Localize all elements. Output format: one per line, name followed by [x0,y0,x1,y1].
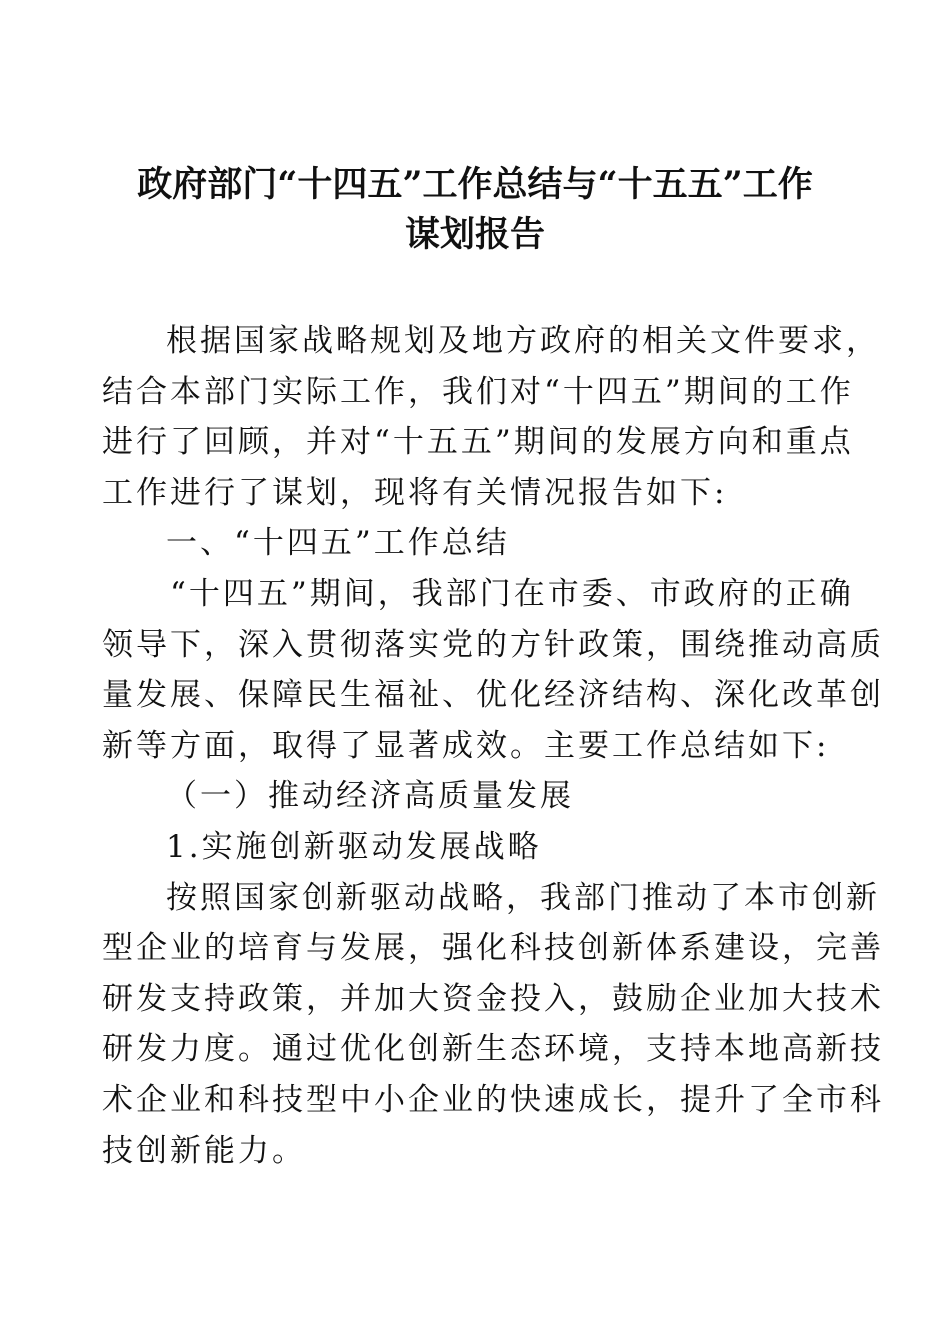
body-line: 根据国家战略规划及地方政府的相关文件要求， [166,323,880,359]
subsection-heading: （一）推动经济高质量发展 [166,778,574,815]
body-line: 按照国家创新驱动战略，我部门推动了本市创新 [166,879,880,916]
title-line-1: 政府部门“十四五”工作总结与“十五五”工作 [137,164,813,205]
body-line: 研发力度。通过优化创新生态环境，支持本地高新技 [102,1031,884,1068]
body-line: 技创新能力。 [102,1132,306,1169]
body-line: 研发支持政策，并加大资金投入，鼓励企业加大技术 [102,980,884,1017]
body-line: “十四五”期间，我部门在市委、市政府的正确 [170,575,854,612]
document-title [80,160,870,260]
body-line: 量发展、保障民生福祉、优化经济结构、深化改革创 [102,677,884,714]
title-line-2: 谋划报告 [404,214,545,255]
body-line: 进行了回顾，并对“十五五”期间的发展方向和重点 [102,424,854,461]
section-heading: 一、“十四五”工作总结 [166,525,510,562]
body-line: 型企业的培育与发展，强化科技创新体系建设，完善 [102,930,884,967]
body-line: 新等方面，取得了显著成效。主要工作总结如下: [102,727,830,764]
body-line: 结合本部门实际工作，我们对“十四五”期间的工作 [102,373,854,410]
body-line: 工作进行了谋划，现将有关情况报告如下: [102,474,728,511]
body-line: 术企业和科技型中小企业的快速成长，提升了全市科 [102,1081,884,1118]
item-heading: 1.实施创新驱动发展战略 [166,828,542,865]
document-body [102,316,884,1176]
body-line: 领导下，深入贯彻落实党的方针政策，围绕推动高质 [102,626,884,663]
